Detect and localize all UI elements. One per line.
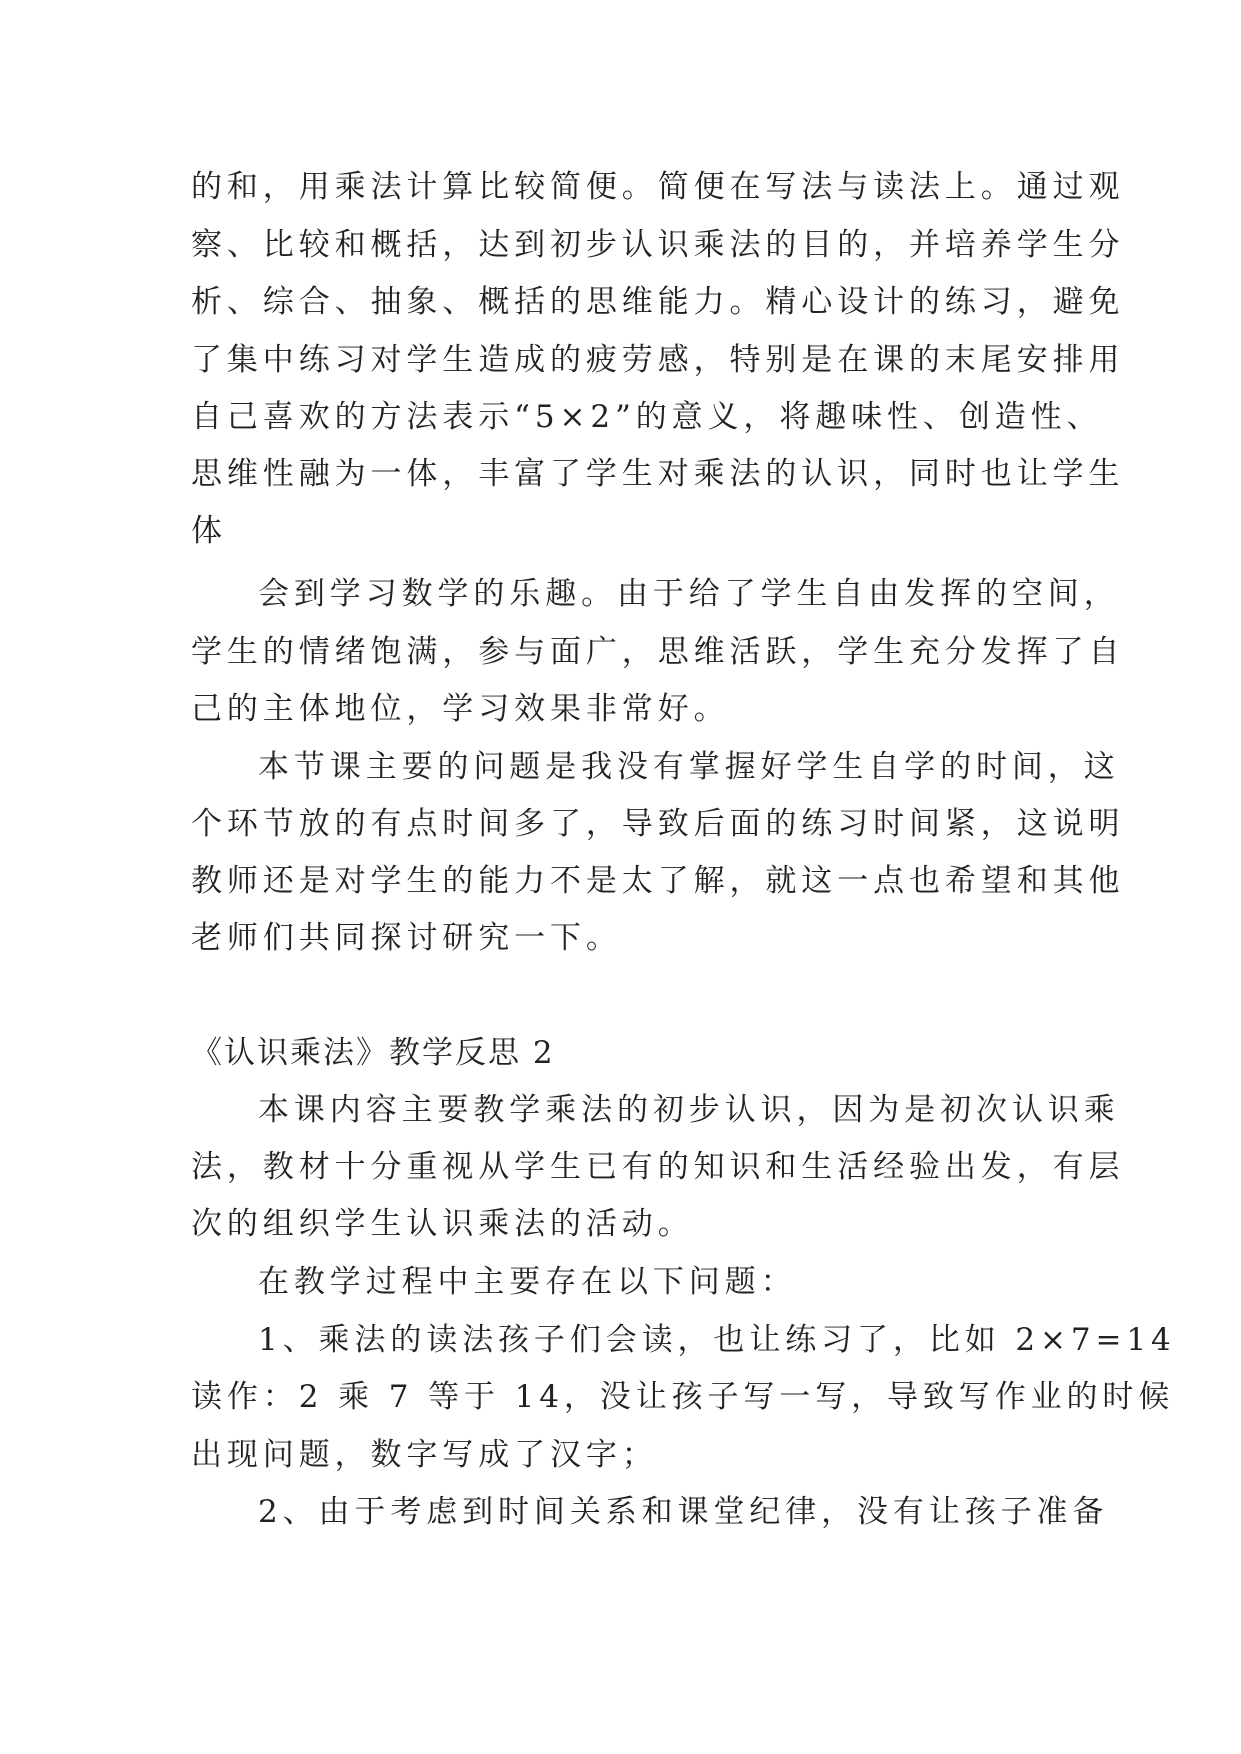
text-line: 次的组织学生认识乘法的活动。: [191, 1206, 694, 1242]
text-line: 会到学习数学的乐趣。由于给了学生自由发挥的空间，: [258, 576, 1120, 612]
text-line: 的和，用乘法计算比较简便。简便在写法与读法上。通过观: [191, 169, 1125, 205]
text-line: 法，教材十分重视从学生已有的知识和生活经验出发，有层: [191, 1149, 1125, 1185]
text-line: 出现问题，数字写成了汉字；: [191, 1437, 658, 1473]
text-line: 教师还是对学生的能力不是太了解，就这一点也希望和其他: [191, 863, 1125, 899]
text-line: 察、比较和概括，达到初步认识乘法的目的，并培养学生分: [191, 227, 1125, 263]
text-line: 2、由于考虑到时间关系和课堂纪律，没有让孩子准备: [258, 1494, 1109, 1530]
text-line: 学生的情绪饱满，参与面广，思维活跃，学生充分发挥了自: [191, 634, 1125, 670]
text-line: 在教学过程中主要存在以下问题：: [258, 1264, 797, 1300]
text-line: 本节课主要的问题是我没有掌握好学生自学的时间，这: [258, 749, 1120, 785]
text-line: 个环节放的有点时间多了，导致后面的练习时间紧，这说明: [191, 806, 1125, 842]
section-title: 《认识乘法》教学反思 2: [191, 1035, 555, 1071]
text-line: 本课内容主要教学乘法的初步认识，因为是初次认识乘: [258, 1092, 1120, 1128]
text-line: 思维性融为一体，丰富了学生对乘法的认识，同时也让学生: [191, 456, 1125, 492]
text-line: 读作：2 乘 7 等于 14，没让孩子写一写，导致写作业的时候: [191, 1379, 1175, 1415]
text-line: 己的主体地位，学习效果非常好。: [191, 691, 730, 727]
text-line: 1、乘法的读法孩子们会读，也让练习了，比如 2×7=14: [258, 1322, 1176, 1358]
text-line: 自己喜欢的方法表示“5×2”的意义，将趣味性、创造性、: [191, 399, 1103, 435]
text-line: 了集中练习对学生造成的疲劳感，特别是在课的末尾安排用: [191, 342, 1125, 378]
text-line: 析、综合、抽象、概括的思维能力。精心设计的练习，避免: [191, 284, 1125, 320]
text-line: 体: [191, 513, 227, 549]
text-line: 老师们共同探讨研究一下。: [191, 920, 622, 956]
